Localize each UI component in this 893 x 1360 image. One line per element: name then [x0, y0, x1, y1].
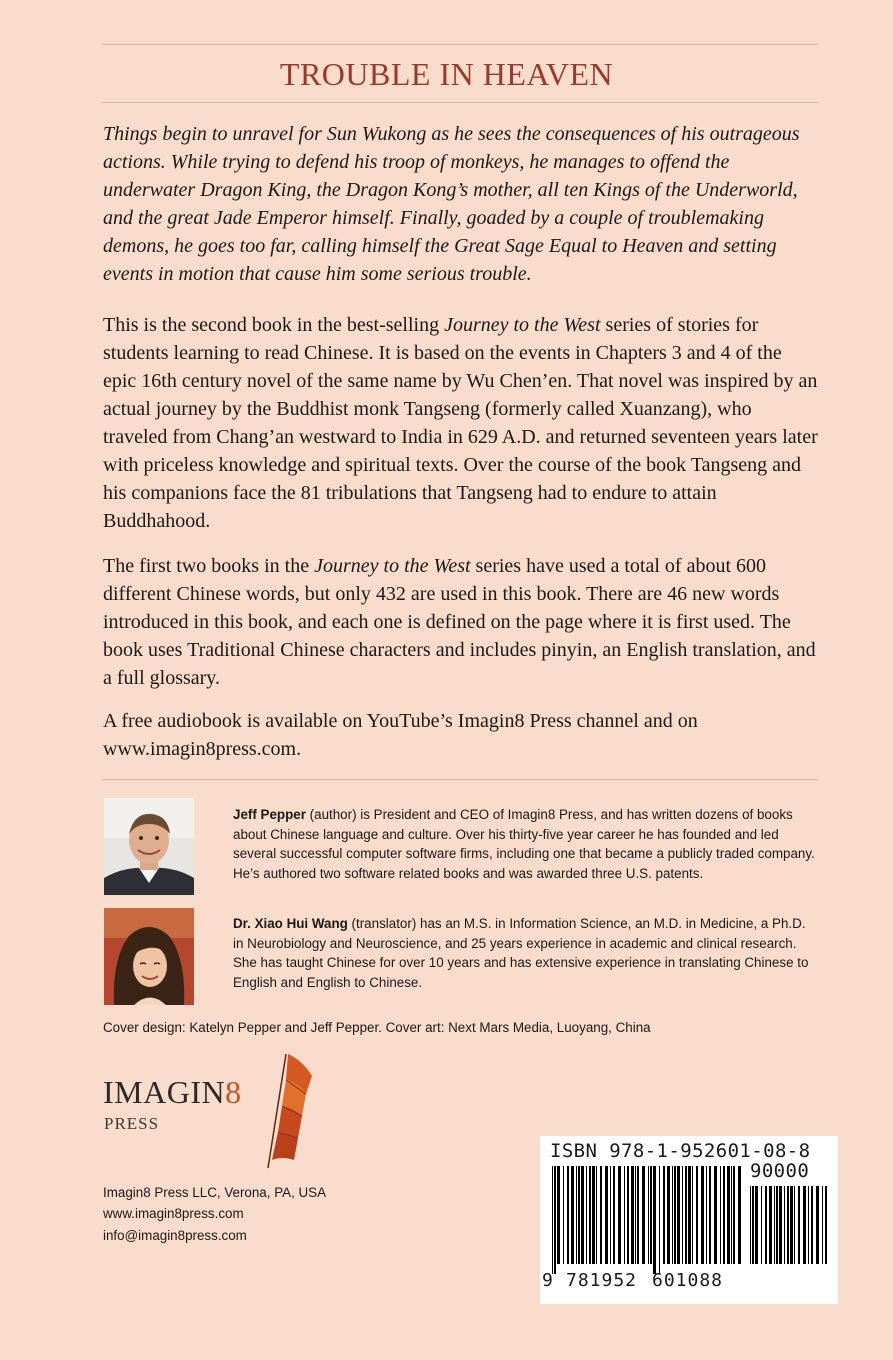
barcode-bar	[776, 1186, 778, 1264]
barcode-bar	[803, 1186, 806, 1264]
para3-series: Journey to the West	[314, 555, 471, 577]
barcode-digit-group2: 601088	[652, 1270, 724, 1291]
cover-credits: Cover design: Katelyn Pepper and Jeff Pepper. Cover art: Next Mars Media, Luoyang, China	[103, 1020, 651, 1035]
author-bio-text: (author) is President and CEO of Imagin8 Press, and has written dozens of books about Chinese language and culture. Over his thirty-five year career he has founded and led several successful computer software firms, including one that became a publicly traded company. He’s authored two software related books and was awarded three U.S. patents.	[233, 807, 815, 881]
barcode-bar	[613, 1166, 615, 1264]
description-paragraph	[103, 311, 818, 535]
barcode-bar	[798, 1186, 800, 1264]
translator-bio	[233, 914, 818, 992]
barcode-bar	[794, 1186, 795, 1264]
barcode-bar	[586, 1166, 587, 1264]
barcode-bar	[790, 1186, 793, 1264]
barcode-bar	[677, 1166, 680, 1264]
barcode-bar	[667, 1166, 670, 1264]
para3-before: The first two books in the	[103, 555, 315, 577]
barcode-bar	[714, 1166, 717, 1264]
vocabulary-paragraph	[103, 552, 818, 692]
barcode-bar	[787, 1186, 789, 1264]
publisher-logo-press: PRESS	[104, 1114, 160, 1133]
contact-address: Imagin8 Press LLC, Verona, PA, USA	[103, 1185, 327, 1200]
barcode-bar	[605, 1166, 608, 1264]
top-rule	[102, 44, 818, 45]
barcode-bar	[685, 1166, 687, 1264]
barcode-bar	[618, 1166, 621, 1264]
barcode-bar	[692, 1166, 693, 1264]
barcode-bar	[554, 1166, 556, 1274]
isbn-label: ISBN 978-1-952601-08-8	[550, 1140, 811, 1162]
barcode-bar	[696, 1166, 698, 1264]
barcode-bar	[635, 1166, 636, 1264]
barcode-bar	[659, 1166, 660, 1274]
barcode-bar	[610, 1166, 611, 1264]
barcode-bars	[552, 1166, 742, 1274]
barcode-bar	[811, 1186, 813, 1264]
barcode-bar	[755, 1186, 758, 1264]
barcode-bar	[672, 1166, 673, 1264]
barcode-bar	[765, 1186, 767, 1264]
barcode-bar	[761, 1186, 762, 1264]
barcode-bar	[631, 1166, 634, 1264]
barcode-bar	[642, 1166, 645, 1264]
para3-after: series have used a total of about 600 different Chinese words, but only 432 are used in this book. There are 46 new words introduced in this book, and each one is defined on the page where it is first used. The book uses Traditional Chinese characters and includes pinyin, an English translation, and a full glossary.	[103, 555, 816, 689]
barcode-bar	[624, 1166, 625, 1264]
barcode-bar	[650, 1166, 652, 1264]
publisher-logo-wordmark	[103, 1074, 242, 1111]
barcode-bar	[709, 1166, 711, 1264]
author-photo	[104, 798, 194, 895]
barcode-bar	[774, 1186, 775, 1264]
barcode-bar	[727, 1166, 730, 1264]
barcode-bar	[706, 1166, 707, 1264]
junk-sail-icon	[256, 1050, 316, 1172]
barcode-bar	[596, 1166, 597, 1264]
barcode-bar	[816, 1186, 819, 1264]
barcode-bar	[674, 1166, 676, 1264]
barcode-bar	[808, 1186, 809, 1264]
barcode-bar	[557, 1166, 560, 1264]
logo-word: IMAGIN	[103, 1074, 226, 1110]
audiobook-paragraph: A free audiobook is available on YouTube’s Imagin8 Press channel and on www.imagin8press.com.	[103, 710, 698, 760]
barcode-bar	[822, 1186, 823, 1264]
title-rule	[102, 102, 818, 103]
barcode-bar	[720, 1166, 721, 1264]
barcode-digit-group1: 781952	[566, 1270, 638, 1291]
barcode-bar	[731, 1166, 732, 1264]
barcode-bar	[723, 1166, 725, 1264]
para2-after: series of stories for students learning to read Chinese. It is based on the events in Chapters 3 and 4 of the epic 16th century novel of the same name by Wu Chen’en. That novel was inspired by an actual journey by the Buddhist monk Tangseng (formerly called Xuanzang), who traveled from Chang’an westward to India in 629 A.D. and returned seventeen years later with priceless knowledge and spiritual texts. Over the course of the book Tangseng and his companions face the 81 tribulations that Tangseng had to endure to attain Buddhahood.	[103, 314, 818, 532]
translator-name: Dr. Xiao Hui Wang	[233, 916, 348, 931]
barcode-bar	[571, 1166, 574, 1264]
blurb-italic: Things begin to unravel for Sun Wukong as he sees the consequences of his outrageous actions. While trying to defend his troop of monkeys, he manages to offend the underwater Dragon King, the Dragon Kong’s mother, all ten Kings of the Underworld, and the great Jade Emperor himself. Finally, goaded by a couple of troublemaking demons, he goes too far, calling himself the Great Sage Equal to Heaven and setting events in motion that cause him some serious trouble.	[103, 123, 800, 285]
barcode-bar	[552, 1166, 553, 1274]
barcode-bar	[567, 1166, 569, 1264]
logo-eight: 8	[225, 1074, 242, 1110]
barcode-bar	[825, 1186, 827, 1264]
barcode-bar	[581, 1166, 584, 1264]
book-title: TROUBLE IN HEAVEN	[279, 56, 614, 92]
translator-photo	[104, 908, 194, 1005]
barcode-bar	[752, 1186, 754, 1264]
barcode-digit-first: 9	[542, 1270, 554, 1291]
para2-series: Journey to the West	[444, 314, 601, 336]
contact-email[interactable]: info@imagin8press.com	[103, 1228, 247, 1243]
barcode-bar	[563, 1166, 564, 1264]
barcode-bar	[600, 1166, 602, 1264]
barcode-bar	[637, 1166, 639, 1264]
barcode-bar	[578, 1166, 580, 1264]
price-barcode-bars	[750, 1186, 828, 1274]
isbn-barcode	[540, 1136, 838, 1304]
barcode-bar	[653, 1166, 656, 1274]
barcode-bar	[592, 1166, 595, 1264]
contact-website[interactable]: www.imagin8press.com	[103, 1206, 244, 1221]
barcode-bar	[682, 1166, 683, 1264]
translator-bio-text: (translator) has an M.S. in Information Science, an M.D. in Medicine, a Ph.D. in Neurobiology and Neuroscience, and 25 years experience in academic and clinical research. She has taught Chinese for over 10 years and has extensive experience in translating Chinese to English and English to Chinese.	[233, 916, 809, 990]
barcode-bar	[589, 1166, 591, 1264]
barcode-bar	[769, 1186, 772, 1264]
price-code: 90000	[750, 1160, 810, 1182]
barcode-bar	[576, 1166, 577, 1264]
para2-before: This is the second book in the best-selling	[103, 314, 445, 336]
barcode-bar	[733, 1166, 735, 1264]
barcode-bar	[738, 1166, 741, 1264]
bio-rule	[102, 779, 818, 780]
barcode-bar	[688, 1166, 691, 1264]
barcode-bar	[663, 1166, 665, 1264]
author-name: Jeff Pepper	[233, 807, 306, 822]
barcode-bar	[779, 1186, 782, 1264]
barcode-bar	[648, 1166, 649, 1264]
barcode-bar	[701, 1166, 704, 1264]
barcode-bar	[627, 1166, 629, 1264]
barcode-bar	[750, 1186, 751, 1264]
author-bio	[233, 805, 818, 883]
barcode-bar	[784, 1186, 785, 1264]
